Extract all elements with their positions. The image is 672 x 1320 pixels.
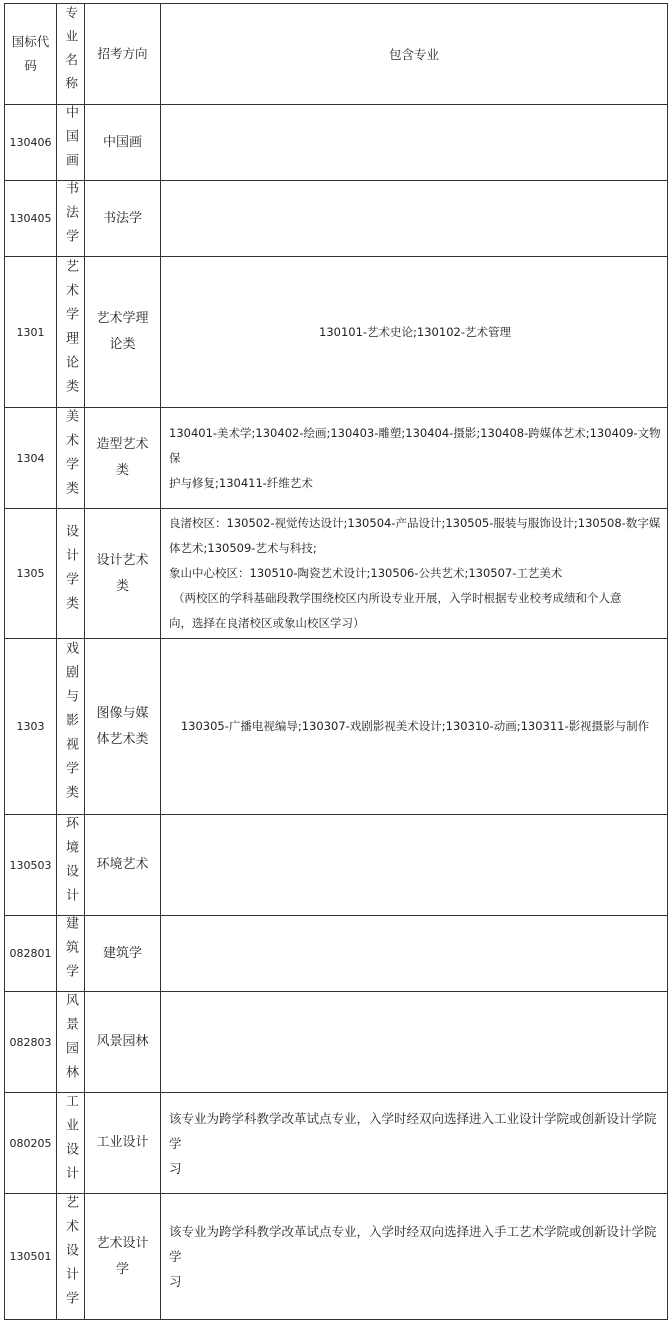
row-includes [161, 639, 668, 815]
include-line: （两校区的学科基础段教学围绕校区内所设专业开展，入学时根据专业校考成绩和个人意 [173, 591, 622, 605]
row-direction: 造型艺术类 [85, 408, 161, 509]
include-line: 习 [169, 1160, 182, 1176]
row-includes [161, 992, 668, 1093]
row-name [57, 639, 85, 815]
row-code: 080205 [5, 1093, 57, 1194]
table-row [5, 815, 668, 916]
majors-table [4, 3, 668, 1320]
header-direction: 招考方向 [85, 4, 161, 105]
row-code: 130503 [5, 815, 57, 916]
row-name-text: 艺术学理论类 [63, 258, 78, 403]
row-name [57, 992, 85, 1093]
row-name [57, 815, 85, 916]
row-code: 1304 [5, 408, 57, 509]
row-code: 1301 [5, 257, 57, 408]
row-code: 082801 [5, 916, 57, 992]
header-includes: 包含专业 [161, 4, 668, 105]
table-row [5, 509, 668, 639]
row-name-text: 美术学类 [63, 408, 78, 505]
row-code: 1303 [5, 639, 57, 815]
include-line: 该专业为跨学科教学改革试点专业，入学时经双向选择进入工业设计学院或创新设计学院学 [169, 1110, 657, 1151]
row-includes [161, 916, 668, 992]
include-line: 护与修复;130411-纤维艺术 [169, 475, 313, 490]
header-name-text: 专业名称 [63, 5, 79, 100]
header-row [5, 4, 668, 105]
row-name-text: 戏剧与影视学类 [63, 641, 78, 809]
row-code: 130405 [5, 181, 57, 257]
row-includes [161, 1194, 668, 1320]
include-line: 该专业为跨学科教学改革试点专业，入学时经双向选择进入手工艺术学院或创新设计学院学 [169, 1224, 657, 1264]
table-row [5, 992, 668, 1093]
row-direction: 中国画 [85, 105, 161, 181]
row-includes [161, 408, 668, 509]
row-includes [161, 105, 668, 181]
row-includes [161, 815, 668, 916]
row-direction: 设计艺术类 [85, 509, 161, 639]
include-line: 向，选择在良渚校区或象山校区学习） [169, 616, 365, 630]
table-row [5, 408, 668, 509]
row-code: 130501 [5, 1194, 57, 1320]
table-row [5, 1093, 668, 1194]
row-includes [161, 509, 668, 639]
row-includes [161, 181, 668, 257]
row-direction: 艺术设计学 [85, 1194, 161, 1320]
header-code-text: 国标代码 [11, 34, 50, 73]
row-name [57, 509, 85, 639]
table-row [5, 257, 668, 408]
table-row [5, 105, 668, 181]
row-name-text: 书法学 [63, 181, 78, 253]
include-line: 130305-广播电视编导;130307-戏剧影视美术设计;130310-动画;130311-影视摄影与制作 [180, 719, 650, 733]
row-code: 082803 [5, 992, 57, 1093]
row-name-text: 风景园林 [63, 992, 78, 1089]
table-row [5, 181, 668, 257]
include-line: 象山中心校区：130510-陶瓷艺术设计;130506-公共艺术;130507-工艺美术 [169, 566, 563, 580]
row-code: 1305 [5, 509, 57, 639]
table-row [5, 916, 668, 992]
row-direction: 艺术学理论类 [85, 257, 161, 408]
row-direction: 图像与媒体艺术类 [85, 639, 161, 815]
row-name [57, 105, 85, 181]
include-line: 体艺术;130509-艺术与科技; [169, 541, 317, 555]
header-name [57, 4, 85, 105]
row-name [57, 916, 85, 992]
row-name-text: 环境设计 [63, 815, 78, 912]
row-direction: 风景园林 [85, 992, 161, 1093]
row-name [57, 1093, 85, 1194]
row-code: 130406 [5, 105, 57, 181]
row-name [57, 1194, 85, 1320]
row-name-text: 艺术设计学 [63, 1195, 78, 1315]
row-direction: 工业设计 [85, 1093, 161, 1194]
row-direction: 书法学 [85, 181, 161, 257]
include-line: 习 [169, 1274, 182, 1289]
row-name [57, 408, 85, 509]
row-includes [161, 257, 668, 408]
row-name-text: 工业设计 [63, 1093, 78, 1190]
include-line: 良渚校区：130502-视觉传达设计;130504-产品设计;130505-服装与服饰设计;130508-数字媒 [169, 516, 661, 530]
row-includes [161, 1093, 668, 1194]
row-name-text: 中国画 [63, 105, 78, 177]
table-row [5, 1194, 668, 1320]
row-direction: 环境艺术 [85, 815, 161, 916]
row-name [57, 257, 85, 408]
header-code [5, 4, 57, 105]
table-row [5, 639, 668, 815]
row-name-text: 设计学类 [63, 524, 78, 620]
include-line: 130401-美术学;130402-绘画;130403-雕塑;130404-摄影;130408-跨媒体艺术;130409-文物保 [169, 425, 661, 465]
row-direction: 建筑学 [85, 916, 161, 992]
row-name [57, 181, 85, 257]
row-name-text: 建筑学 [63, 916, 78, 988]
include-line: 130101-艺术史论;130102-艺术管理 [319, 324, 511, 339]
